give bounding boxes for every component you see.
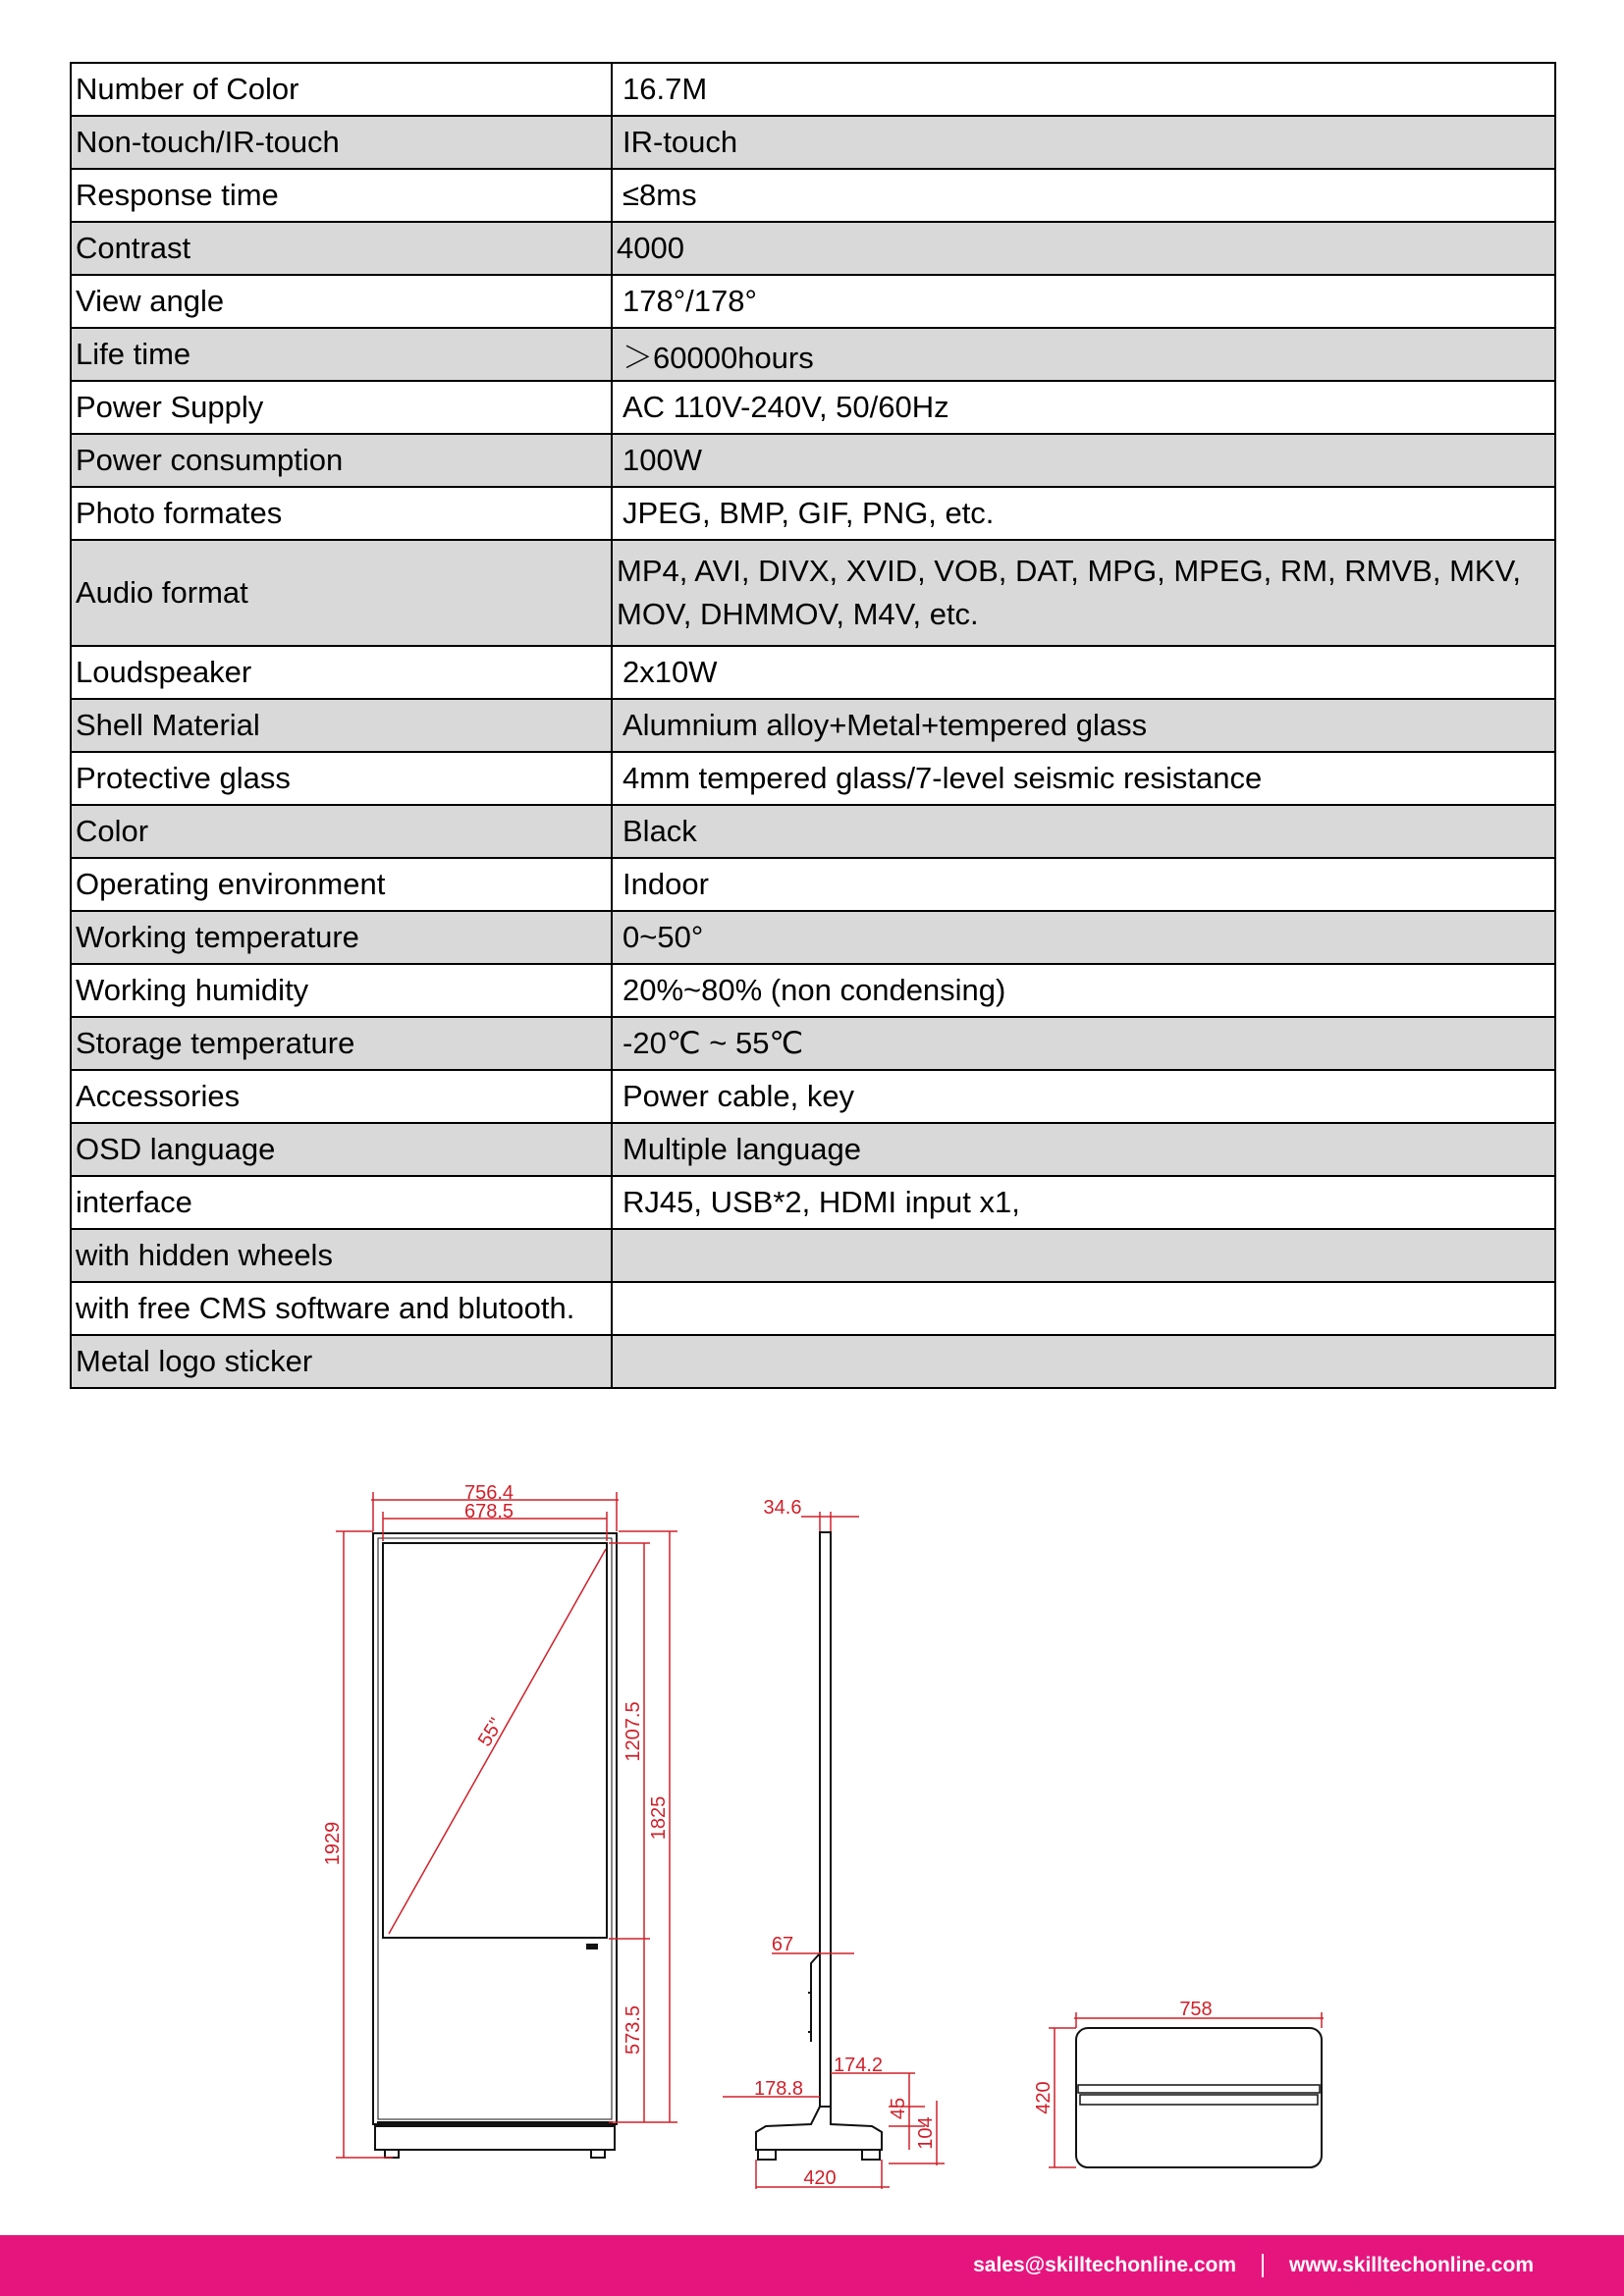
spec-value: Alumnium alloy+Metal+tempered glass: [612, 699, 1555, 752]
spec-label: Audio format: [71, 540, 612, 646]
dim-screen-height: 1207.5: [623, 1701, 644, 1762]
spec-row: [71, 487, 1555, 540]
footer-bar: [0, 2235, 1624, 2296]
dim-base-width: 420: [803, 2167, 837, 2189]
spec-value: 20%~80% (non condensing): [612, 964, 1555, 1017]
footer-separator: [1262, 2254, 1264, 2277]
dim-screen-width: 678.5: [463, 1501, 514, 1522]
spec-value: AC 110V-240V, 50/60Hz: [612, 381, 1555, 434]
spec-value: Multiple language: [612, 1123, 1555, 1176]
spec-value: [612, 1229, 1555, 1282]
spec-row: [71, 858, 1555, 911]
spec-label: Working temperature: [71, 911, 612, 964]
spec-row: [71, 1335, 1555, 1388]
spec-label: Protective glass: [71, 752, 612, 805]
spec-value: RJ45, USB*2, HDMI input x1,: [612, 1176, 1555, 1229]
dim-overall-height: 1929: [322, 1821, 344, 1866]
spec-value: IR-touch: [612, 116, 1555, 169]
dim-base-depth: 174.2: [833, 2055, 884, 2076]
spec-row: [71, 63, 1555, 116]
spec-value: [612, 1335, 1555, 1388]
spec-label: Power consumption: [71, 434, 612, 487]
dim-base-h2: 104: [915, 2116, 937, 2150]
spec-value: ≤8ms: [612, 169, 1555, 222]
base-view: [1076, 2028, 1322, 2167]
spec-row: [71, 381, 1555, 434]
spec-label: Accessories: [71, 1070, 612, 1123]
dim-base-view-depth: 420: [1033, 2081, 1055, 2114]
spec-value: 0~50°: [612, 911, 1555, 964]
spec-label: Photo formates: [71, 487, 612, 540]
dim-base-view-width: 758: [1179, 1999, 1213, 2020]
spec-row: [71, 1282, 1555, 1335]
spec-value: -20℃ ~ 55℃: [612, 1017, 1555, 1070]
spec-label: Number of Color: [71, 63, 612, 116]
spec-row: [71, 911, 1555, 964]
spec-value: [612, 1282, 1555, 1335]
spec-label: interface: [71, 1176, 612, 1229]
spec-row: [71, 169, 1555, 222]
spec-label: Metal logo sticker: [71, 1335, 612, 1388]
spec-label: Storage temperature: [71, 1017, 612, 1070]
spec-row: [71, 1123, 1555, 1176]
spec-row: [71, 964, 1555, 1017]
spec-row: [71, 540, 1555, 646]
dim-overall-width: 756.4: [463, 1482, 514, 1504]
spec-row: [71, 328, 1555, 381]
spec-row: [71, 434, 1555, 487]
spec-label: Shell Material: [71, 699, 612, 752]
spec-value: JPEG, BMP, GIF, PNG, etc.: [612, 487, 1555, 540]
spec-label: with free CMS software and blutooth.: [71, 1282, 612, 1335]
dim-base-h1: 45: [888, 2097, 909, 2120]
spec-value: 4000: [612, 222, 1555, 275]
spec-label: Working humidity: [71, 964, 612, 1017]
spec-value: 16.7M: [612, 63, 1555, 116]
dim-diagonal: 55": [473, 1714, 509, 1751]
spec-row: [71, 1176, 1555, 1229]
spec-row: [71, 222, 1555, 275]
dim-body-height: 1825: [648, 1795, 670, 1841]
spec-row: [71, 1070, 1555, 1123]
dimension-drawings: [0, 1463, 1624, 2189]
dim-base-front: 178.8: [753, 2078, 804, 2100]
spec-label: Response time: [71, 169, 612, 222]
spec-value: 178°/178°: [612, 275, 1555, 328]
front-view: [373, 1533, 617, 2158]
spec-table: [70, 62, 1556, 1389]
dim-depth-top: 34.6: [763, 1497, 802, 1519]
spec-label: Contrast: [71, 222, 612, 275]
spec-label: View angle: [71, 275, 612, 328]
spec-row: [71, 752, 1555, 805]
spec-value: ＞60000hours: [612, 328, 1555, 381]
spec-label: Life time: [71, 328, 612, 381]
spec-label: Color: [71, 805, 612, 858]
spec-value: Power cable, key: [612, 1070, 1555, 1123]
spec-value: MP4, AVI, DIVX, XVID, VOB, DAT, MPG, MPEG, RM, RMVB, MKV, MOV, DHMMOV, M4V, etc.: [612, 540, 1555, 646]
front-dimensions: [336, 1492, 677, 2158]
footer-contacts: [973, 2235, 1534, 2296]
spec-row: [71, 805, 1555, 858]
spec-value: 100W: [612, 434, 1555, 487]
spec-row: [71, 116, 1555, 169]
spec-label: Non-touch/IR-touch: [71, 116, 612, 169]
dim-depth-mid: 67: [771, 1934, 794, 1955]
spec-value: Black: [612, 805, 1555, 858]
spec-row: [71, 275, 1555, 328]
spec-row: [71, 646, 1555, 699]
spec-value: 4mm tempered glass/7-level seismic resistance: [612, 752, 1555, 805]
spec-label: Loudspeaker: [71, 646, 612, 699]
spec-value: 2x10W: [612, 646, 1555, 699]
footer-email[interactable]: sales@skilltechonline.com: [973, 2254, 1237, 2276]
spec-label: with hidden wheels: [71, 1229, 612, 1282]
base-dimensions: [1049, 2012, 1324, 2167]
dim-lower-height: 573.5: [623, 2004, 644, 2056]
spec-value: Indoor: [612, 858, 1555, 911]
spec-label: Operating environment: [71, 858, 612, 911]
spec-row: [71, 699, 1555, 752]
spec-row: [71, 1229, 1555, 1282]
footer-website[interactable]: www.skilltechonline.com: [1289, 2254, 1534, 2276]
spec-label: Power Supply: [71, 381, 612, 434]
spec-label: OSD language: [71, 1123, 612, 1176]
spec-row: [71, 1017, 1555, 1070]
